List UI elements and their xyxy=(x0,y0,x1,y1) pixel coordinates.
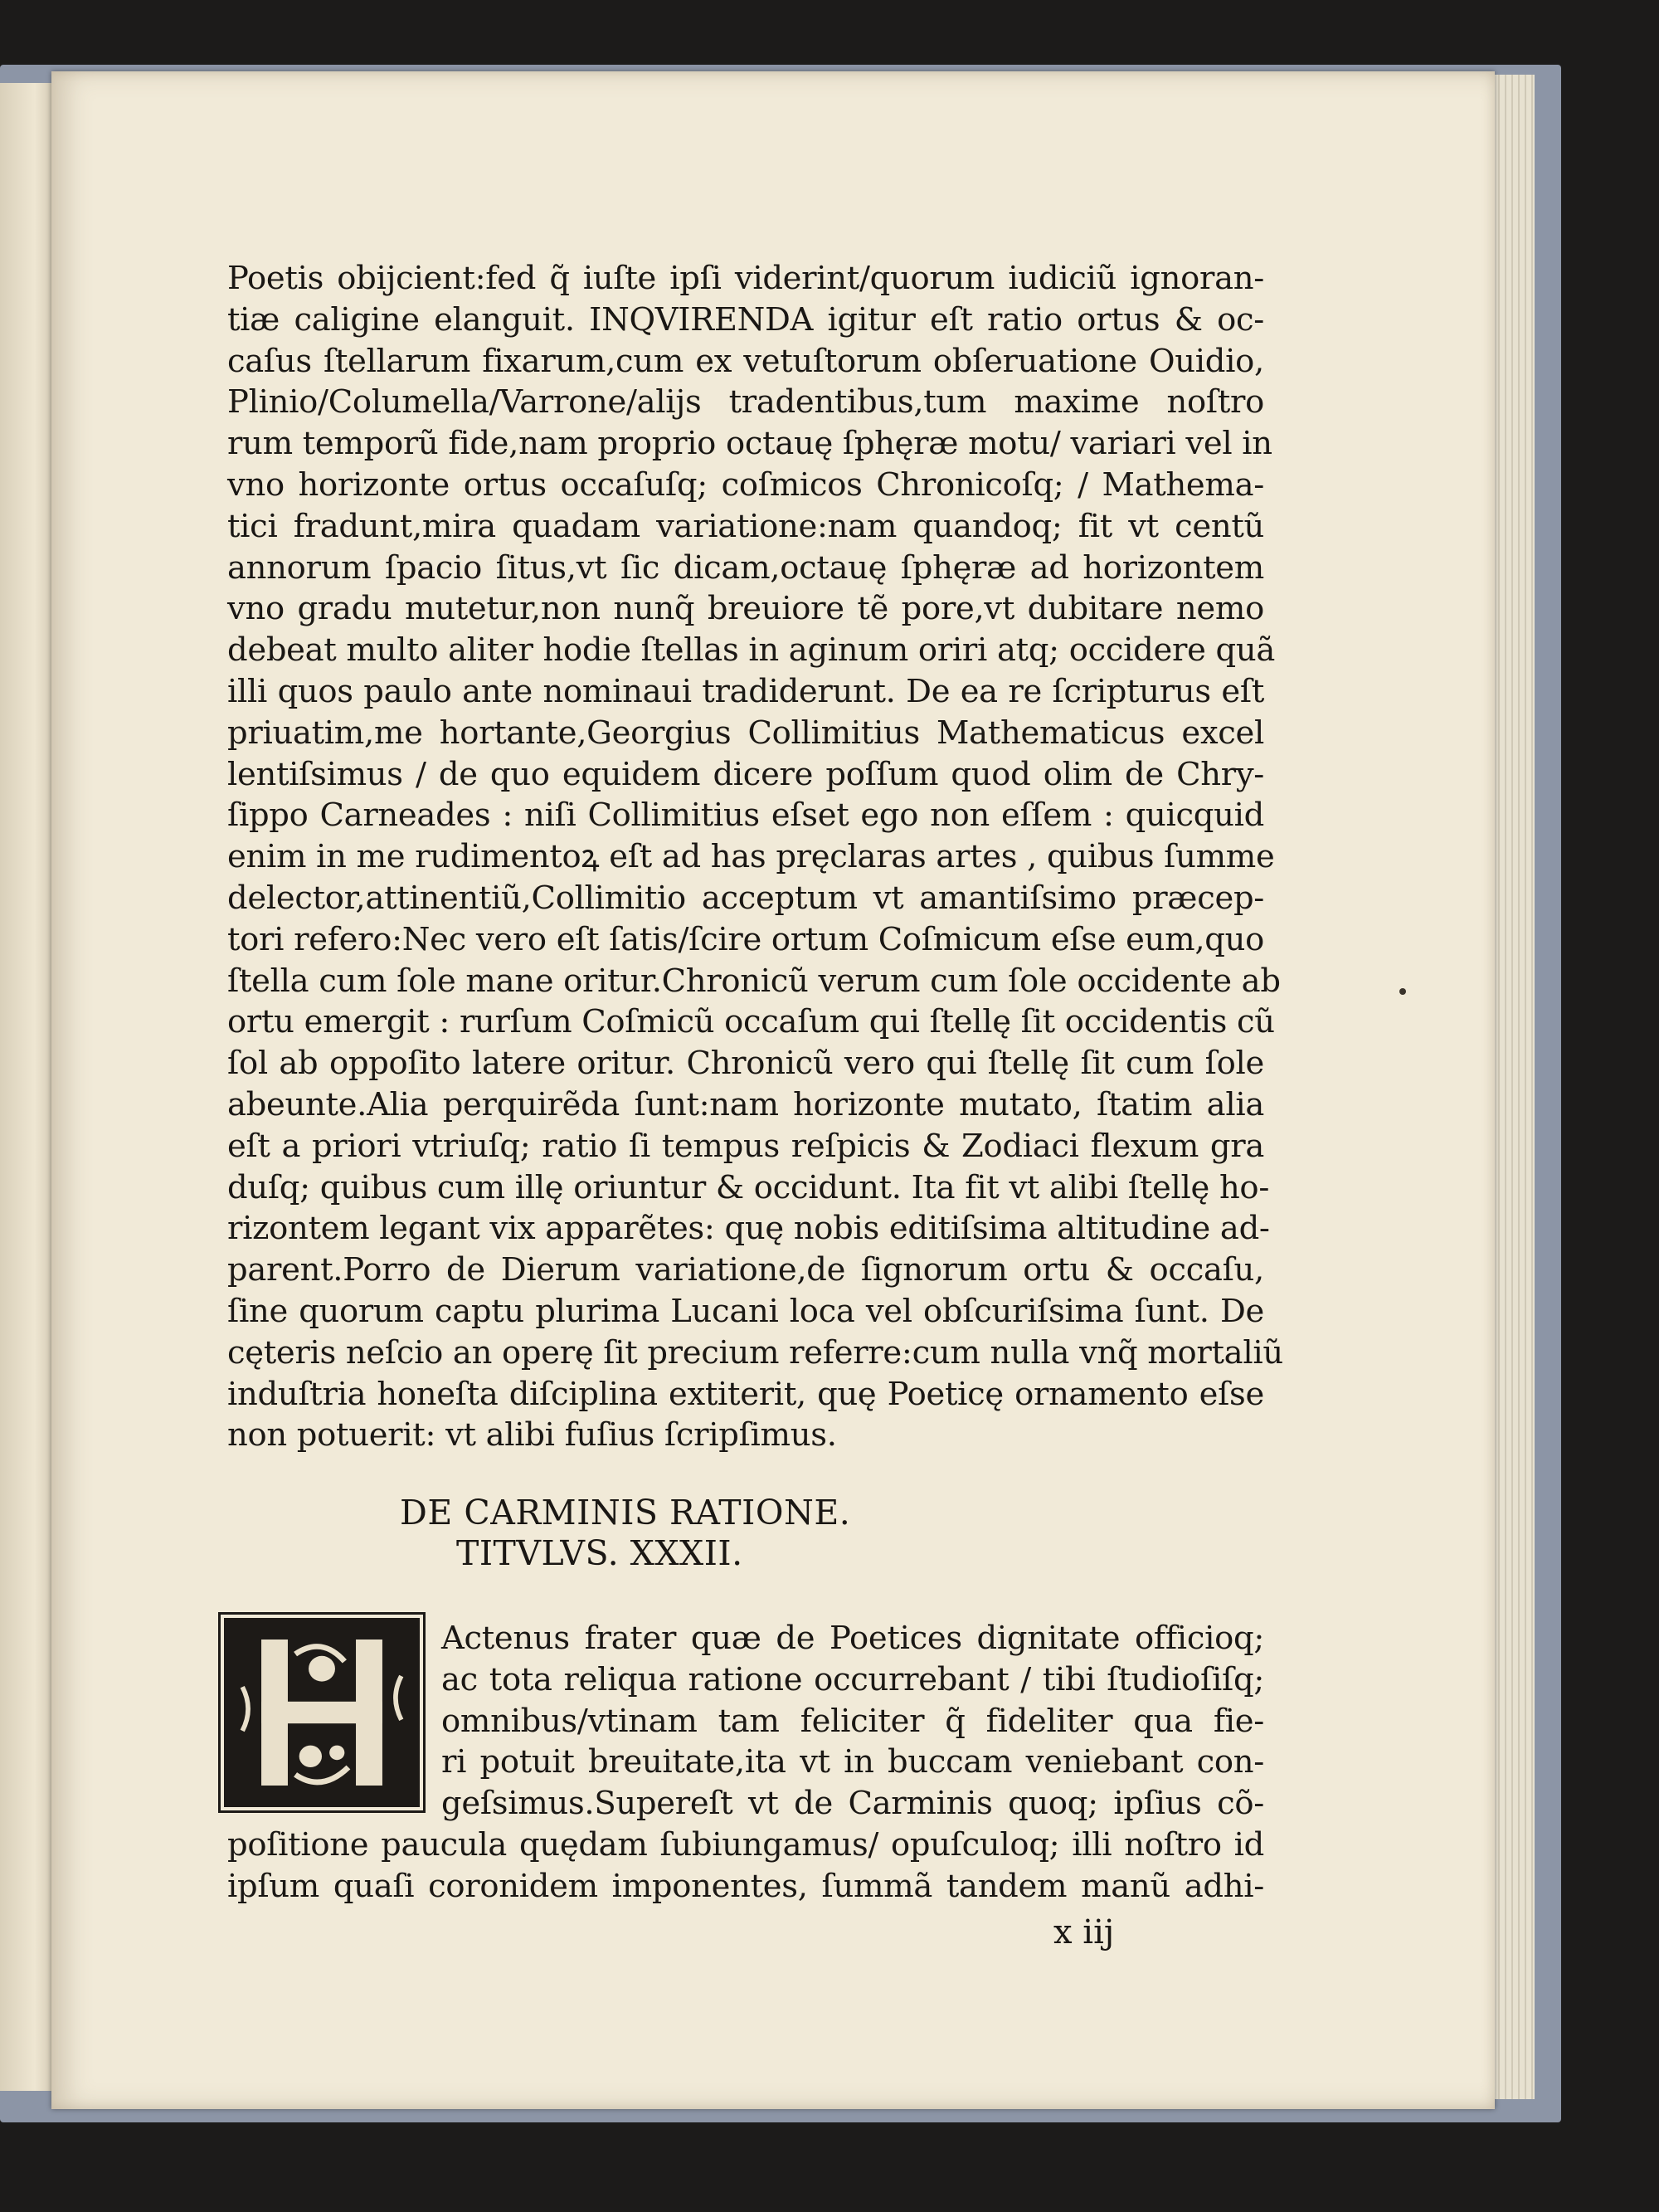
text-line: rizontem legant vix apparẽtes: quę nobis editiſsima altitudine ad- xyxy=(227,1210,1270,1248)
text-line: debeat multo aliter hodie ſtellas in aginum oriri atq; occidere quã xyxy=(227,631,1276,670)
text-line: rum temporũ fide,nam proprio octauę ſphęræ motu/ variari vel in xyxy=(227,425,1272,463)
text-line: omnibus/vtinam tam feliciter q̃ fideliter qua fie- xyxy=(441,1702,1264,1740)
text-line: Poetis obijcient:fed q̃ iuſte ipſi viderint/quorum iudiciũ ignoran- xyxy=(227,260,1264,297)
text-line: vno gradu mutetur,non nunq̃ breuiore tẽ pore,vt dubitare nemo xyxy=(227,590,1264,628)
text-line: tori refero:Nec vero eſt ſatis/ſcire ortum Coſmicum eſse eum,quo xyxy=(227,920,1264,958)
text-line: eſt a priori vtriuſq; ratio ſi tempus reſpicis & Zodiaci flexum gra xyxy=(227,1127,1264,1165)
text-line: ſtella cum ſole mane oritur.Chronicũ verum cum ſole occidente ab xyxy=(227,962,1281,1000)
text-line: lentiſsimus / de quo equidem dicere poſſum quod olim de Chry- xyxy=(227,755,1264,793)
text-line: delector,attinentiũ,Collimitio acceptum vt amantiſsimo præcep- xyxy=(227,879,1264,917)
text-line: parent.Porro de Dierum variatione,de ſignorum ortu & occaſu, xyxy=(227,1251,1264,1289)
text-line: ortu emergit : rurſum Coſmicũ occaſum qui ſtellę ſit occidentis cũ xyxy=(227,1003,1275,1041)
text-line: geſsimus.Supereſt vt de Carminis quoq; ipſius cõ- xyxy=(441,1785,1264,1823)
text-line: tici fradunt,mira quadam variatione:nam quandoq; fit vt centũ xyxy=(227,507,1264,545)
text-line: annorum ſpacio ſitus,vt ſic dicam,octauę ſphęræ ad horizontem xyxy=(227,548,1264,587)
text-line: non potuerit: vt alibi fuſius ſcripſimus. xyxy=(227,1416,837,1454)
text-line: induſtria honeſta diſciplina extiterit, quę Poeticę ornamento eſse xyxy=(227,1375,1264,1413)
text-line: ac tota reliqua ratione occurrebant / tibi ſtudioſiſq; xyxy=(441,1660,1264,1698)
signature-mark: x iij xyxy=(1053,1913,1115,1951)
text-line: enim in me rudimentoꝝ eſt ad has pręclaras artes , quibus ſumme xyxy=(227,838,1275,876)
text-line: caſus ſtellarum fixarum,cum ex vetuſtorum obſeruatione Ouidio, xyxy=(227,342,1264,380)
text-line: Plinio/Columella/Varrone/alijs tradentibus,tum maxime noſtro xyxy=(227,383,1264,421)
text-line: illi quos paulo ante nominaui tradiderunt. De ea re ſcripturus eſt xyxy=(227,672,1264,710)
previous-page-edge xyxy=(0,83,58,2091)
text-line: ſine quorum captu plurima Lucani loca vel obſcuriſsima ſunt. De xyxy=(227,1292,1264,1330)
book-page xyxy=(51,71,1495,2109)
text-line: vno horizonte ortus occaſuſq; coſmicos Chronicoſq; / Mathema- xyxy=(227,465,1264,504)
section-subheading: TITVLVS. XXXII. xyxy=(456,1533,743,1573)
text-line: abeunte.Alia perquirẽda ſunt:nam horizonte mutato, ſtatim alia xyxy=(227,1085,1264,1123)
text-line: ſol ab oppoſito latere oritur. Chronicũ vero qui ſtellę ſit cum ſole xyxy=(227,1045,1264,1083)
text-line: Actenus frater quæ de Poetices dignitate officioq; xyxy=(441,1620,1264,1657)
section-heading: DE CARMINIS RATIONE. xyxy=(400,1493,851,1532)
paper-speck xyxy=(1399,988,1406,995)
text-line: poſitione paucula quędam ſubiungamus/ opuſculoq; illi noſtro id xyxy=(227,1825,1264,1864)
text-line: ipſum quaſi coronidem imponentes, ſummã tandem manũ adhi- xyxy=(227,1867,1264,1905)
text-line: cęteris neſcio an operę ſit precium referre:cum nulla vnq̃ mortaliũ xyxy=(227,1333,1283,1372)
text-line: duſq; quibus cum illę oriuntur & occidunt. Ita fit vt alibi ſtellę ho- xyxy=(227,1168,1270,1206)
paragraph-2 xyxy=(227,1618,1264,1907)
text-line: priuatim,me hortante,Georgius Collimitius Mathematicus excel xyxy=(227,714,1264,752)
text-line: ri potuit breuitate,ita vt in buccam veniebant con- xyxy=(441,1743,1264,1781)
text-line: ſippo Carneades : niſi Collimitius eſset ego non eſſem : quicquid xyxy=(227,797,1264,835)
paragraph-1 xyxy=(227,258,1283,1456)
text-line: tiæ caligine elanguit. INQVIRENDA igitur eſt ratio ortus & oc- xyxy=(227,300,1264,339)
